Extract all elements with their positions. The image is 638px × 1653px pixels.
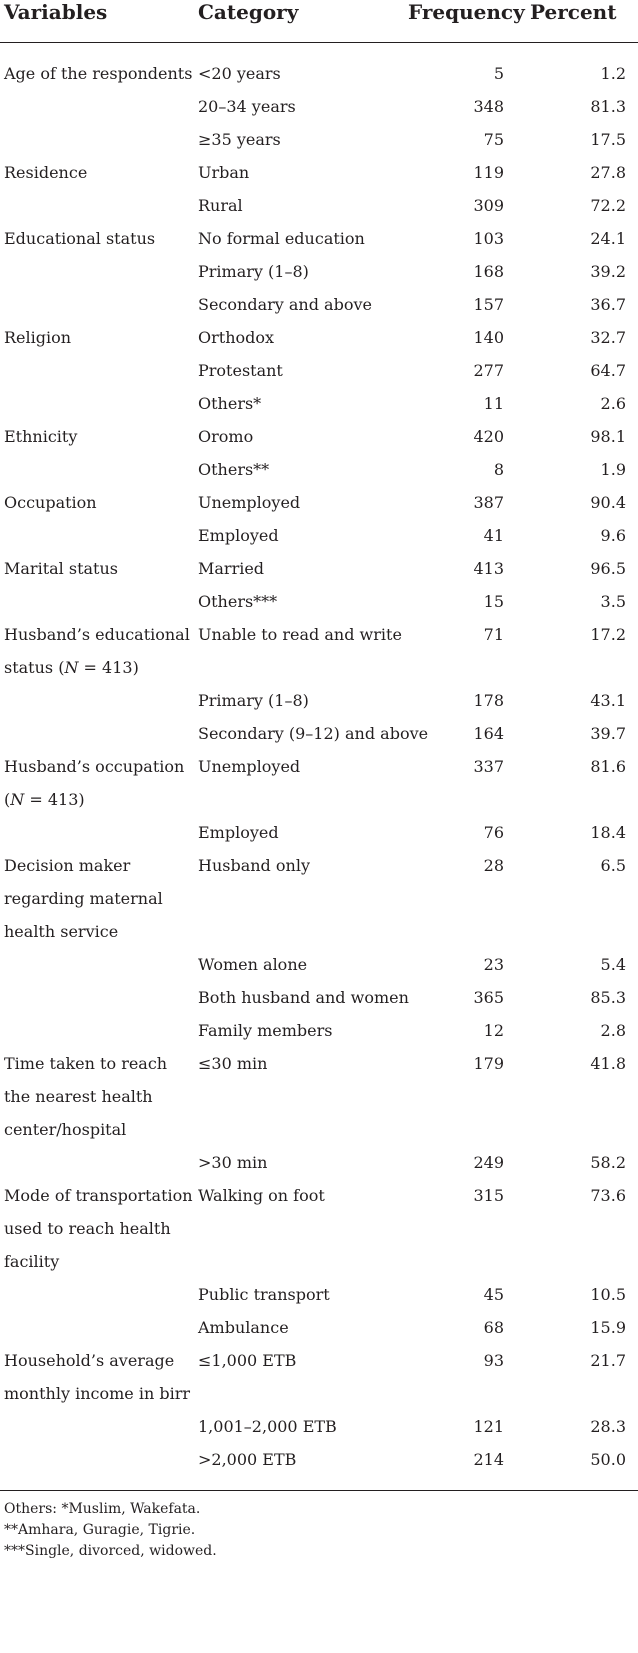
row-percent: 90.4 [590, 493, 626, 512]
row-percent: 18.4 [590, 823, 626, 842]
table-row [0, 255, 638, 288]
row-frequency: 157 [473, 295, 504, 314]
row-category: Husband only [198, 856, 310, 875]
row-variable: Residence [4, 163, 88, 182]
row-percent: 21.7 [590, 1351, 626, 1370]
row-variable [0, 519, 198, 552]
row-category: >2,000 ETB [198, 1450, 297, 1469]
row-variable: Age of the respondents [4, 64, 193, 83]
row-percent: 10.5 [590, 1285, 626, 1304]
table-row [0, 552, 638, 585]
header-frequency: Frequency [408, 0, 525, 24]
row-variable: Occupation [4, 493, 97, 512]
row-category: <20 years [198, 64, 281, 83]
row-category: Women alone [198, 955, 308, 974]
footnote: Others: *Muslim, Wakefata. [4, 1501, 201, 1517]
row-category: Ambulance [198, 1318, 289, 1337]
table-row [0, 1410, 638, 1443]
row-category: Both husband and women [198, 988, 409, 1007]
table-row [0, 1443, 638, 1476]
row-category: Primary (1–8) [198, 691, 309, 710]
row-variable: Household’s average monthly income in birr [4, 1351, 190, 1403]
footnotes [0, 1499, 638, 1562]
table-row [0, 1014, 638, 1047]
row-percent: 81.6 [590, 757, 626, 776]
row-variable [0, 717, 198, 750]
footnote: ***Single, divorced, widowed. [4, 1543, 217, 1559]
row-percent: 81.3 [590, 97, 626, 116]
table-row [0, 750, 638, 816]
row-percent: 27.8 [590, 163, 626, 182]
row-variable: Husband’s occupation (N = 413) [4, 757, 185, 809]
row-category: Urban [198, 163, 250, 182]
row-percent: 9.6 [600, 526, 626, 545]
row-variable [0, 1146, 198, 1179]
row-percent: 39.7 [590, 724, 626, 743]
row-frequency: 387 [473, 493, 504, 512]
row-frequency: 28 [483, 856, 504, 875]
row-category: Unable to read and write [198, 625, 402, 644]
table-row [0, 222, 638, 255]
row-variable: Husband’s educational status (N = 413) [4, 625, 190, 677]
row-category: Primary (1–8) [198, 262, 309, 281]
table-row [0, 684, 638, 717]
row-variable [0, 1278, 198, 1311]
table-row [0, 453, 638, 486]
row-frequency: 119 [473, 163, 504, 182]
row-frequency: 214 [473, 1450, 504, 1469]
row-variable [0, 816, 198, 849]
demographics-table [0, 0, 638, 30]
row-percent: 2.6 [600, 394, 626, 413]
table-row [0, 1179, 638, 1278]
row-percent: 1.2 [600, 64, 626, 83]
row-category: Employed [198, 823, 279, 842]
row-variable [0, 1410, 198, 1443]
row-variable [0, 90, 198, 123]
table-row [0, 1311, 638, 1344]
row-variable [0, 189, 198, 222]
table-row [0, 420, 638, 453]
row-percent: 96.5 [590, 559, 626, 578]
table-row [0, 1146, 638, 1179]
row-percent: 36.7 [590, 295, 626, 314]
row-percent: 2.8 [600, 1021, 626, 1040]
row-category: Others*** [198, 592, 278, 611]
row-category: Protestant [198, 361, 283, 380]
row-variable [0, 387, 198, 420]
row-category: 20–34 years [198, 97, 296, 116]
row-category: 1,001–2,000 ETB [198, 1417, 337, 1436]
table-row [0, 1278, 638, 1311]
row-variable: Time taken to reach the nearest health center/hospital [4, 1054, 168, 1139]
footer-rule [0, 1490, 638, 1491]
table-header [0, 0, 638, 30]
row-frequency: 337 [473, 757, 504, 776]
row-percent: 24.1 [590, 229, 626, 248]
row-variable: Marital status [4, 559, 118, 578]
row-frequency: 277 [473, 361, 504, 380]
row-frequency: 45 [483, 1285, 504, 1304]
table-row [0, 354, 638, 387]
row-frequency: 75 [483, 130, 504, 149]
row-percent: 72.2 [590, 196, 626, 215]
table-row [0, 849, 638, 948]
row-variable: Religion [4, 328, 72, 347]
row-percent: 98.1 [590, 427, 626, 446]
table-row [0, 57, 638, 90]
header-row [0, 0, 638, 30]
row-variable [0, 1311, 198, 1344]
table-row [0, 486, 638, 519]
row-frequency: 315 [473, 1186, 504, 1205]
table-row [0, 387, 638, 420]
row-frequency: 71 [483, 625, 504, 644]
table-row [0, 189, 638, 222]
row-frequency: 76 [483, 823, 504, 842]
row-variable: Mode of transportation used to reach health facility [4, 1186, 193, 1271]
row-frequency: 365 [473, 988, 504, 1007]
row-variable [0, 948, 198, 981]
table-row [0, 90, 638, 123]
row-category: Employed [198, 526, 279, 545]
table-row [0, 816, 638, 849]
table-row [0, 1344, 638, 1410]
row-percent: 39.2 [590, 262, 626, 281]
row-category: Others* [198, 394, 262, 413]
row-percent: 6.5 [600, 856, 626, 875]
row-frequency: 8 [493, 460, 504, 479]
row-percent: 43.1 [590, 691, 626, 710]
row-category: Walking on foot [198, 1186, 325, 1205]
row-category: Orthodox [198, 328, 275, 347]
row-percent: 64.7 [590, 361, 626, 380]
row-variable: Ethnicity [4, 427, 78, 446]
row-percent: 73.6 [590, 1186, 626, 1205]
row-frequency: 93 [483, 1351, 504, 1370]
row-percent: 17.2 [590, 625, 626, 644]
row-percent: 1.9 [600, 460, 626, 479]
row-frequency: 309 [473, 196, 504, 215]
row-category: >30 min [198, 1153, 268, 1172]
row-frequency: 164 [473, 724, 504, 743]
row-category: Family members [198, 1021, 333, 1040]
row-category: Others** [198, 460, 270, 479]
row-percent: 28.3 [590, 1417, 626, 1436]
row-variable [0, 684, 198, 717]
row-frequency: 249 [473, 1153, 504, 1172]
row-variable [0, 354, 198, 387]
table-row [0, 585, 638, 618]
row-variable: Educational status [4, 229, 156, 248]
table-row [0, 981, 638, 1014]
row-percent: 17.5 [590, 130, 626, 149]
row-variable [0, 1014, 198, 1047]
header-category: Category [198, 0, 299, 24]
row-variable [0, 1443, 198, 1476]
table-row [0, 948, 638, 981]
row-frequency: 413 [473, 559, 504, 578]
row-frequency: 41 [483, 526, 504, 545]
row-variable [0, 453, 198, 486]
row-category: Secondary and above [198, 295, 372, 314]
row-percent: 15.9 [590, 1318, 626, 1337]
row-percent: 5.4 [600, 955, 626, 974]
row-percent: 50.0 [590, 1450, 626, 1469]
row-variable: Decision maker regarding maternal health service [4, 856, 163, 941]
row-category: Oromo [198, 427, 254, 446]
row-variable [0, 255, 198, 288]
row-category: Unemployed [198, 757, 301, 776]
row-frequency: 23 [483, 955, 504, 974]
row-percent: 3.5 [600, 592, 626, 611]
header-variables: Variables [4, 0, 108, 24]
row-category: ≤1,000 ETB [198, 1351, 297, 1370]
table-row [0, 1047, 638, 1146]
row-category: Rural [198, 196, 243, 215]
row-frequency: 5 [493, 64, 504, 83]
row-frequency: 420 [473, 427, 504, 446]
row-percent: 32.7 [590, 328, 626, 347]
table-body [0, 57, 638, 1476]
row-category: No formal education [198, 229, 365, 248]
table-row [0, 618, 638, 684]
table-row [0, 519, 638, 552]
table-row [0, 717, 638, 750]
row-category: Secondary (9–12) and above [198, 724, 429, 743]
table-row [0, 156, 638, 189]
footnote: **Amhara, Guragie, Tigrie. [4, 1522, 196, 1538]
row-category: Married [198, 559, 265, 578]
row-variable [0, 585, 198, 618]
row-frequency: 348 [473, 97, 504, 116]
row-frequency: 178 [473, 691, 504, 710]
row-frequency: 140 [473, 328, 504, 347]
row-category: ≤30 min [198, 1054, 268, 1073]
table-row [0, 288, 638, 321]
row-variable [0, 288, 198, 321]
row-frequency: 68 [483, 1318, 504, 1337]
row-frequency: 12 [483, 1021, 504, 1040]
row-frequency: 168 [473, 262, 504, 281]
table-row [0, 123, 638, 156]
row-frequency: 121 [473, 1417, 504, 1436]
row-frequency: 15 [483, 592, 504, 611]
row-category: Public transport [198, 1285, 330, 1304]
row-variable [0, 981, 198, 1014]
row-frequency: 11 [483, 394, 504, 413]
row-percent: 85.3 [590, 988, 626, 1007]
table-row [0, 321, 638, 354]
row-category: ≥35 years [198, 130, 281, 149]
header-percent: Percent [530, 0, 617, 24]
row-frequency: 179 [473, 1054, 504, 1073]
row-frequency: 103 [473, 229, 504, 248]
data-table [0, 57, 638, 1476]
row-percent: 41.8 [590, 1054, 626, 1073]
row-percent: 58.2 [590, 1153, 626, 1172]
row-variable [0, 123, 198, 156]
row-category: Unemployed [198, 493, 301, 512]
